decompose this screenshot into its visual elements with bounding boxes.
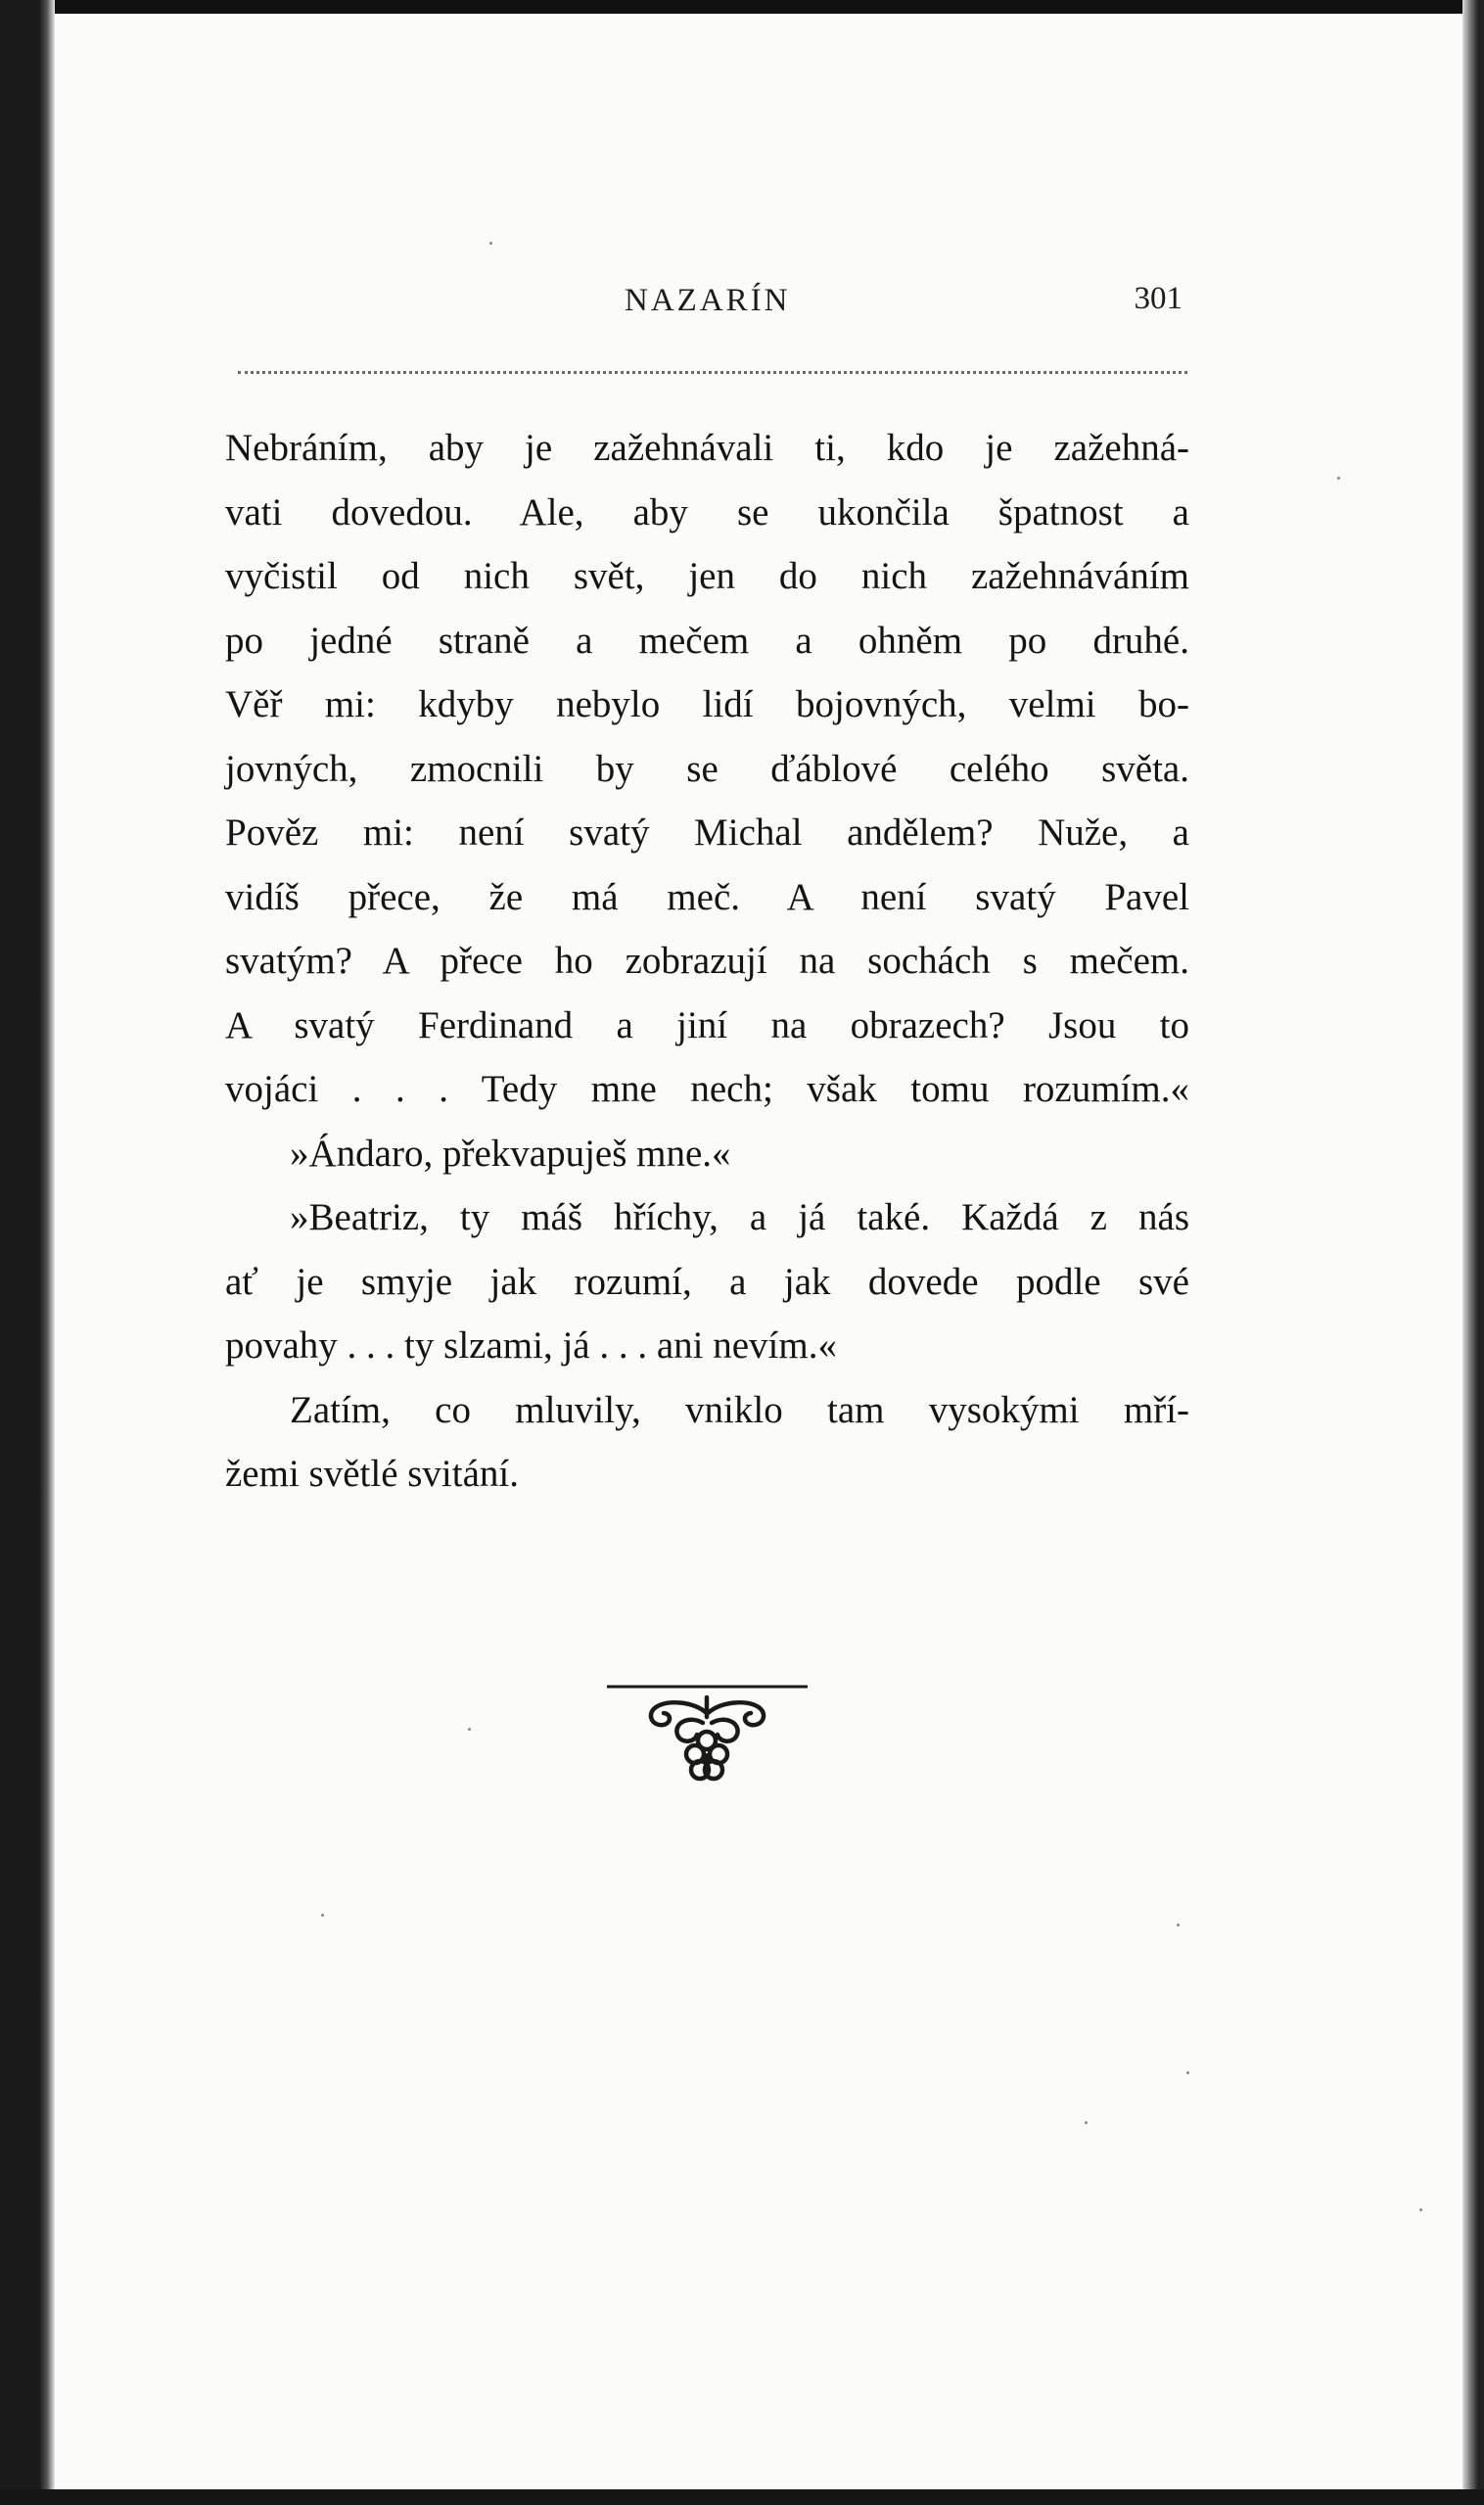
text-line: po jedné straně a mečem a ohněm po druhé.: [225, 619, 1189, 662]
scan-speck: [1337, 477, 1340, 480]
scan-speck: [321, 1914, 324, 1917]
text-line: vati dovedou. Ale, aby se ukončila špatnost a: [225, 490, 1189, 533]
text-line: Zatím, co mluvily, vniklo tam vysokými mří-: [290, 1388, 1189, 1431]
text-line: vojáci . . . Tedy mne nech; však tomu rozumím.«: [225, 1068, 1189, 1110]
scan-speck: [1419, 2208, 1422, 2211]
text-line: Nebráním, aby je zažehnávali ti, kdo je zažehná-: [225, 427, 1189, 469]
text-line: ať je smyje jak rozumí, a jak dovede podle své: [225, 1260, 1189, 1303]
scan-speck: [1085, 2121, 1088, 2124]
text-line: Pověz mi: není svatý Michal andělem? Nuže, a: [225, 812, 1189, 854]
text-line: jovných, zmocnili by se ďáblové celého světa.: [225, 747, 1189, 790]
scan-speck: [1177, 1924, 1180, 1926]
scan-speck: [1186, 2071, 1189, 2074]
scan-speck: [489, 242, 492, 245]
scan-speck: [468, 1728, 471, 1731]
text-line: »Beatriz, ty máš hříchy, a já také. Každá z nás: [290, 1196, 1189, 1238]
scan-frame-bottom: [0, 2489, 1484, 2505]
running-title: NAZARÍN: [625, 283, 791, 318]
text-line: povahy . . . ty slzami, já . . . ani nevím.«: [225, 1324, 837, 1367]
body-text: [225, 416, 1189, 1507]
text-line: vidíš přece, že má meč. A není svatý Pavel: [225, 875, 1189, 918]
text-line: »Ándaro, překvapuješ mne.«: [290, 1132, 731, 1175]
text-line: svatým? A přece ho zobrazují na sochách s mečem.: [225, 940, 1189, 982]
text-line: A svatý Ferdinand a jiní na obrazech? Jsou to: [225, 1003, 1189, 1046]
text-line: Věř mi: kdyby nebylo lidí bojovných, velmi bo-: [225, 683, 1189, 725]
text-line: vyčistil od nich svět, jen do nich zažehnáváním: [225, 555, 1189, 597]
header-rule: [238, 371, 1187, 374]
scan-frame-right: [1462, 0, 1484, 2505]
page-header: [228, 283, 1212, 322]
page-number: 301: [1134, 281, 1183, 316]
scan-frame-left: [0, 0, 55, 2505]
floral-tailpiece-icon: [607, 1684, 808, 1791]
text-line: žemi světlé svitání.: [225, 1453, 520, 1495]
scan-frame-top: [0, 0, 1484, 14]
